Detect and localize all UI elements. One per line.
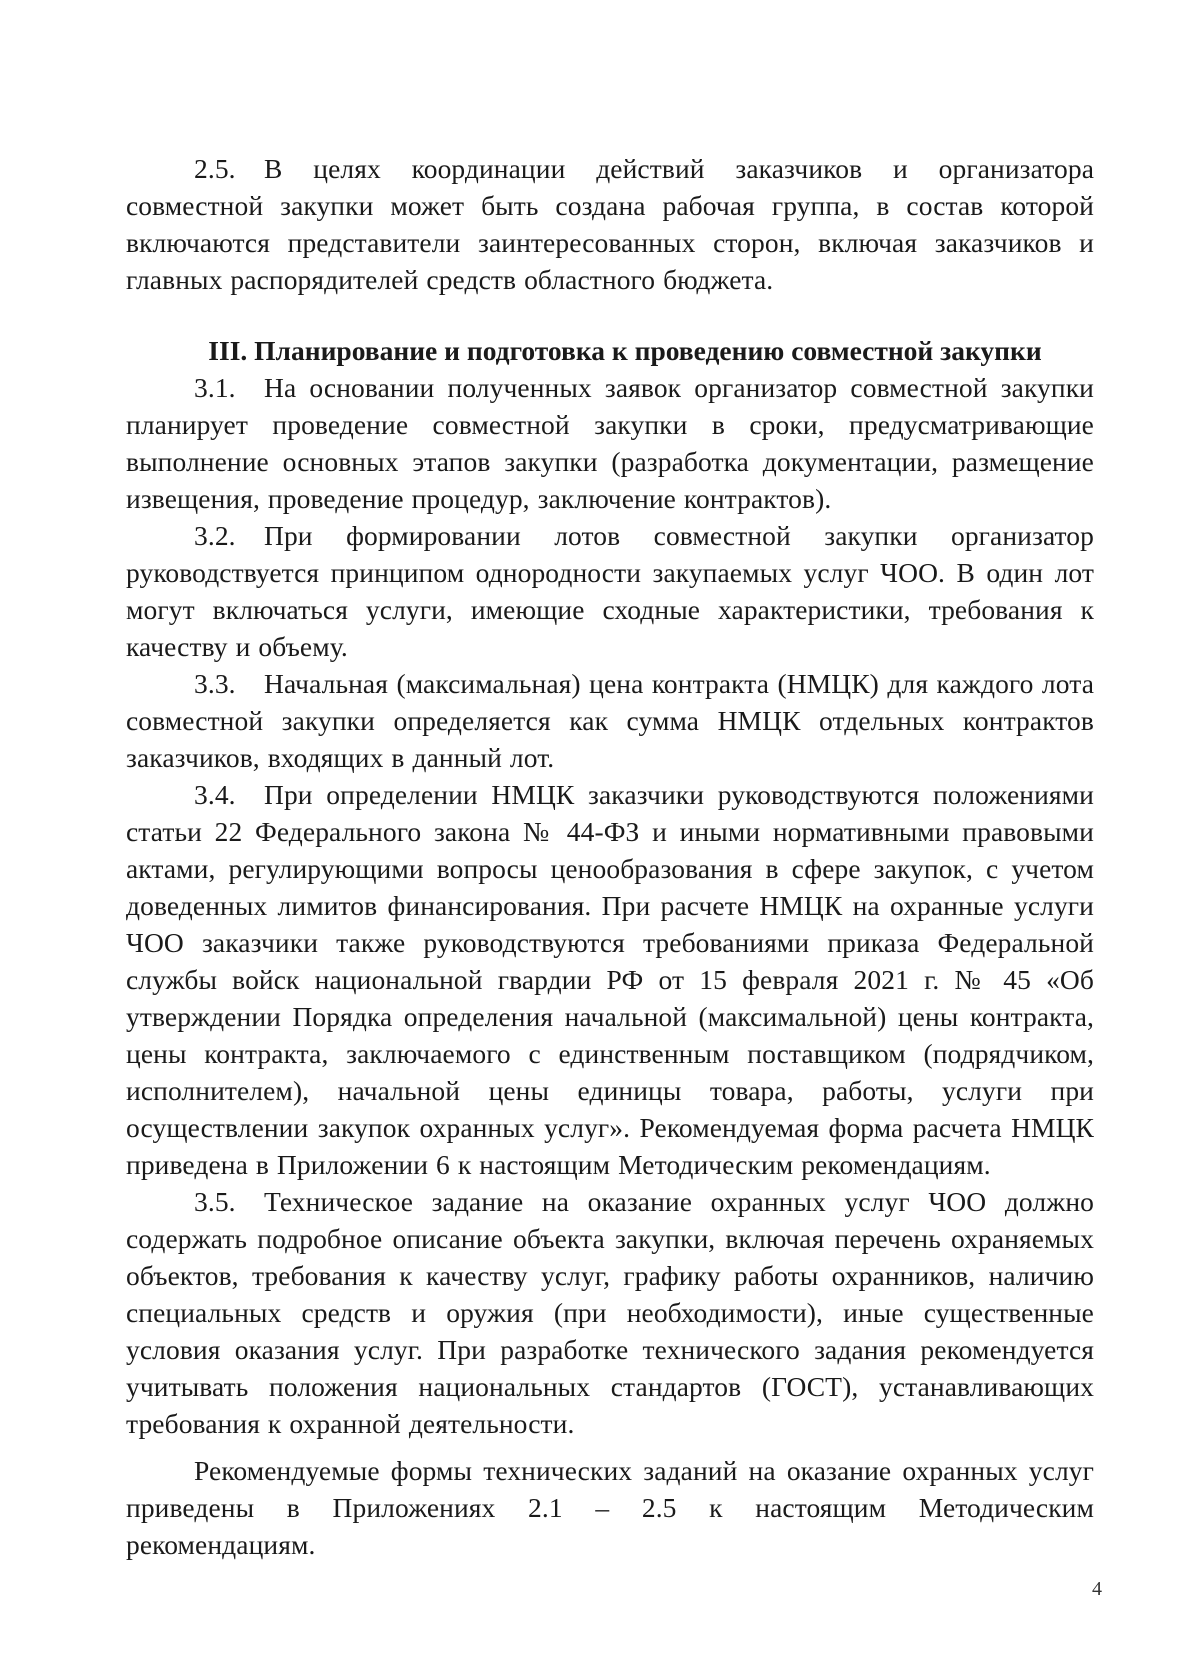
paragraph-number: 3.5. [194, 1186, 236, 1217]
section-heading: III. Планирование и подготовка к проведению совместной закупки [208, 335, 1042, 366]
paragraph-text: На основании полученных заявок организатор совместной закупки планирует проведение совместной закупки в сроки, предусматривающие выполнение основных этапов закупки (разработка документации, размещение извещения, проведение процедур, заключение контрактов). [126, 372, 1094, 514]
page-number: 4 [1092, 1578, 1102, 1600]
paragraph-number: 3.3. [194, 668, 236, 699]
paragraph-3-2 [126, 517, 1094, 665]
document-page [126, 150, 1094, 1563]
paragraph-2-5 [126, 150, 1094, 298]
paragraph-text: При определении НМЦК заказчики руководствуются положениями статьи 22 Федерального закона № 44-ФЗ и иными нормативными правовыми актами, регулирующими вопросы ценообразования в сфере закупок, с учетом доведенных лимитов финансирования. При расчете НМЦК на охранные услуги ЧОО заказчики также руководствуются требованиями приказа Федеральной службы войск национальной гвардии РФ от 15 февраля 2021 г. № 45 «Об утверждении Порядка определения начальной (максимальной) цены контракта, цены контракта, заключаемого с единственным поставщиком (подрядчиком, исполнителем), начальной цены единицы товара, работы, услуги при осуществлении закупок охранных услуг». Рекомендуемая форма расчета НМЦК приведена в Приложении 6 к настоящим Методическим рекомендациям. [126, 779, 1094, 1180]
paragraph-text: Техническое задание на оказание охранных услуг ЧОО должно содержать подробное описание объекта закупки, включая перечень охраняемых объектов, требования к качеству услуг, графику работы охранников, наличию специальных средств и оружия (при необходимости), иные существенные условия оказания услуг. При разработке технического задания рекомендуется учитывать положения национальных стандартов (ГОСТ), устанавливающих требования к охранной деятельности. [126, 1186, 1094, 1439]
paragraph-3-1 [126, 369, 1094, 517]
paragraph-number: 3.2. [194, 520, 236, 551]
paragraph-text: В целях координации действий заказчиков и организатора совместной закупки может быть создана рабочая группа, в состав которой включаются представители заинтересованных сторон, включая заказчиков и главных распорядителей средств областного бюджета. [126, 153, 1094, 295]
paragraph-text: При формировании лотов совместной закупки организатор руководствуется принципом однородности закупаемых услуг ЧОО. В один лот могут включаться услуги, имеющие сходные характеристики, требования к качеству и объему. [126, 520, 1094, 662]
paragraph-text: Начальная (максимальная) цена контракта (НМЦК) для каждого лота совместной закупки определяется как сумма НМЦК отдельных контрактов заказчиков, входящих в данный лот. [126, 668, 1094, 773]
paragraph-number: 3.4. [194, 779, 236, 810]
paragraph-3-3 [126, 665, 1094, 776]
paragraph-3-5 [126, 1183, 1094, 1442]
paragraph-3-4 [126, 776, 1094, 1183]
closing-paragraph: Рекомендуемые формы технических заданий на оказание охранных услуг приведены в Приложениях 2.1 – 2.5 к настоящим Методическим рекомендациям. [126, 1455, 1094, 1560]
paragraph-number: 3.1. [194, 372, 236, 403]
paragraph-number: 2.5. [194, 153, 236, 184]
